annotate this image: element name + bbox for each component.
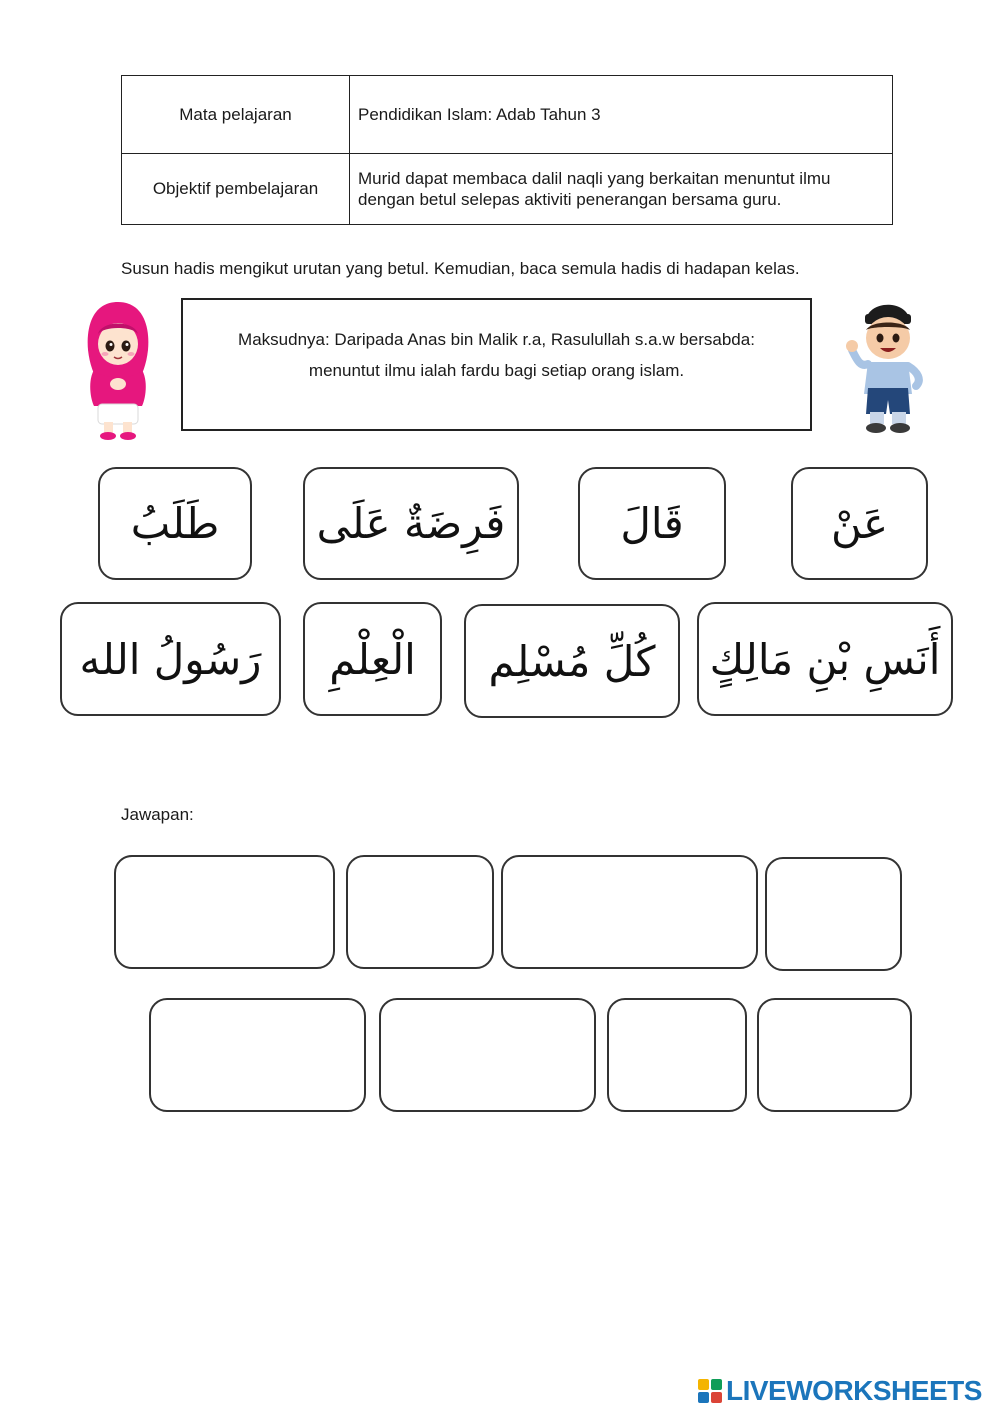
- answer-slot-3[interactable]: [501, 855, 758, 969]
- boy-character-illustration: [846, 288, 930, 438]
- instruction-text: Susun hadis mengikut urutan yang betul. Kemudian, baca semula hadis di hadapan kelas.: [121, 259, 800, 278]
- answer-slot-5[interactable]: [149, 998, 366, 1112]
- subject-value: Pendidikan Islam: Adab Tahun 3: [350, 76, 893, 154]
- answer-slot-1[interactable]: [114, 855, 335, 969]
- meaning-line-2: menuntut ilmu ialah fardu bagi setiap orang islam.: [308, 361, 685, 380]
- lesson-info-table: [121, 75, 893, 225]
- liveworksheets-wordmark: LIVEWORKSHEETS: [726, 1375, 982, 1406]
- meaning-line-1: Maksudnya: Daripada Anas bin Malik r.a, Rasulullah s.a.w bersabda:: [238, 330, 755, 349]
- word-card[interactable]: طَلَبُ: [98, 467, 252, 580]
- answer-slot-4[interactable]: [765, 857, 902, 971]
- answer-slot-6[interactable]: [379, 998, 596, 1112]
- word-card[interactable]: أَنَسِ بْنِ مَالِكٍ: [697, 602, 953, 716]
- objective-label: Objektif pembelajaran: [122, 154, 350, 225]
- objective-value: Murid dapat membaca dalil naqli yang berkaitan menuntut ilmu dengan betul selepas aktiviti penerangan bersama guru.: [350, 154, 893, 225]
- subject-label: Mata pelajaran: [122, 76, 350, 154]
- table-row: [122, 76, 893, 154]
- answer-slot-2[interactable]: [346, 855, 494, 969]
- word-card[interactable]: كُلِّ مُسْلِم: [464, 604, 680, 718]
- answers-label: Jawapan:: [121, 805, 194, 824]
- liveworksheets-logo: [698, 1376, 982, 1406]
- girl-character-illustration: [80, 298, 156, 440]
- word-card[interactable]: قَالَ: [578, 467, 726, 580]
- answer-slot-8[interactable]: [757, 998, 912, 1112]
- liveworksheets-mark-icon: [698, 1379, 722, 1403]
- word-card[interactable]: رَسُولُ الله: [60, 602, 281, 716]
- word-card[interactable]: الْعِلْمِ: [303, 602, 442, 716]
- answer-slot-7[interactable]: [607, 998, 747, 1112]
- table-row: [122, 154, 893, 225]
- word-card[interactable]: فَرِضَةٌ عَلَى: [303, 467, 519, 580]
- hadith-meaning-box: [181, 298, 812, 431]
- word-card[interactable]: عَنْ: [791, 467, 928, 580]
